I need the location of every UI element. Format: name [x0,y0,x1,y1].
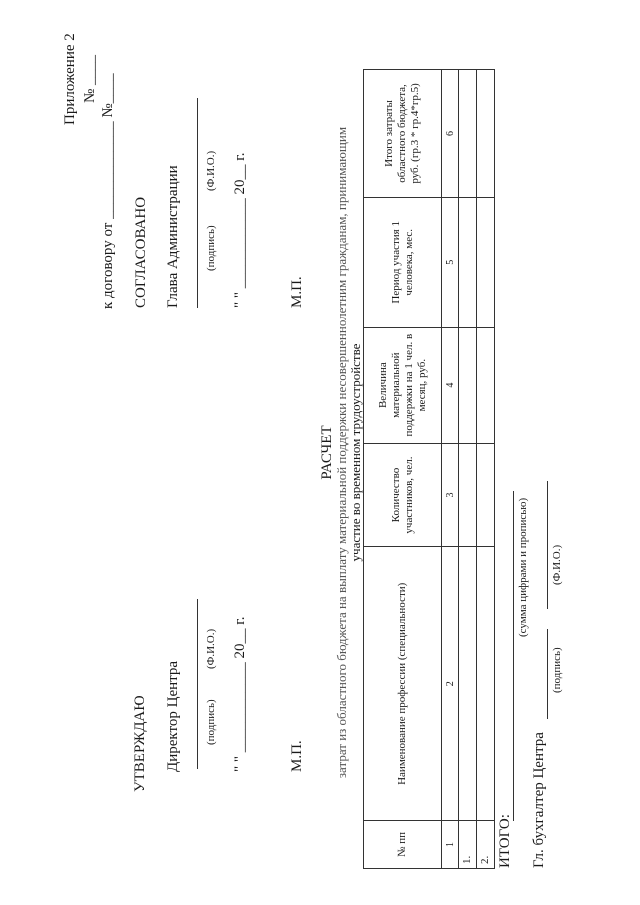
agreed-date: " " ____________ 20__ г. [232,152,248,308]
accountant-fio-label: (Ф.И.О.) [551,544,563,585]
column-number-cell: 3 [442,443,459,547]
document-title: РАСЧЕТ [319,425,335,480]
column-number-cell: 2 [442,547,459,821]
agreed-position: Глава Администрации [165,165,181,308]
approve-fio-label: (Ф.И.О.) [205,628,217,669]
table-cell [459,443,477,547]
approve-position: Директор Центра [165,660,181,772]
approve-sign-label: (подпись) [205,699,217,745]
table-row [459,70,477,869]
table-cell [459,327,477,443]
total-hint: (сумма цифрами и прописью) [517,497,529,637]
agreed-sign-label: (подпись) [205,225,217,271]
approve-seal: М.П. [289,740,305,772]
appendix-number: № ____ [82,54,98,103]
column-number-cell: 1 [442,821,459,869]
accountant-sign-label: (подпись) [551,647,563,693]
agreed-signature-line [197,98,198,308]
table-cell [459,547,477,821]
table-cell [477,443,495,547]
accountant-fio-line [547,481,548,609]
document-subtitle-line2: участие во временном трудоустройстве [348,343,363,562]
header-cell: Величина материальной поддержки на 1 чел. в месяц, руб. [364,327,442,443]
accountant-signature-line [547,629,548,719]
header-cell: Наименование профессии (специальности) [364,547,442,821]
agreed-fio-label: (Ф.И.О.) [205,150,217,191]
agreed-title: СОГЛАСОВАНО [133,196,149,308]
document-subtitle-line1: затрат из областного бюджета на выплату материальной поддержки несовершеннолетним гражданам, принимающим [334,126,349,779]
table-cell [477,327,495,443]
table-header-row [364,70,442,869]
table-cell [477,70,495,198]
header-cell: Количество участников, чел. [364,443,442,547]
agreed-seal: М.П. [289,276,305,308]
table-row [477,70,495,869]
total-line [513,491,514,821]
column-number-cell: 6 [442,70,459,198]
table-cell [459,197,477,327]
column-number-row [442,70,459,869]
table-cell: 1. [459,821,477,869]
table-cell [477,547,495,821]
approve-date: " " ____________ 20__ г. [232,616,248,772]
table-cell [459,70,477,198]
total-label: ИТОГО: [497,814,513,868]
table-cell [477,197,495,327]
table-cell: 2. [477,821,495,869]
contract-reference: к договору от _____________ №____ [100,73,116,309]
calculation-table [363,69,495,869]
approve-title: УТВЕРЖДАЮ [132,695,148,792]
appendix-title: Приложение 2 [62,33,78,125]
column-number-cell: 4 [442,327,459,443]
accountant-position: Гл. бухгалтер Центра [531,732,547,868]
approve-signature-line [197,599,198,769]
header-cell: Итого затраты областного бюджета, руб. (гр.3 * гр.4*гр.5) [364,70,442,198]
column-number-cell: 5 [442,197,459,327]
header-cell: Период участия 1 человека, мес. [364,197,442,327]
header-cell: № пп [364,821,442,869]
